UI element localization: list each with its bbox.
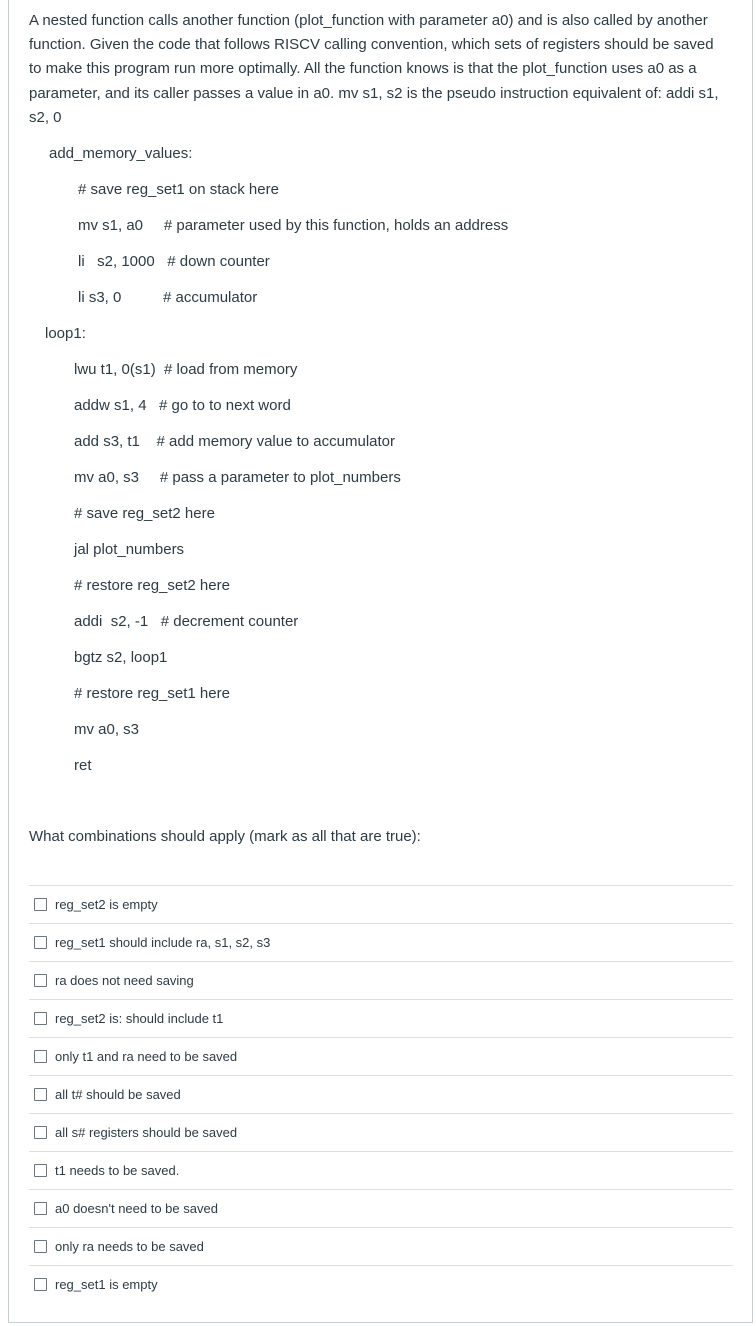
code-line: addw s1, 4 # go to to next word — [74, 397, 291, 414]
answer-label: reg_set2 is empty — [55, 897, 158, 912]
code-line: li s2, 1000 # down counter — [78, 253, 270, 270]
code-label-loop: loop1: — [45, 325, 86, 342]
code-line: # save reg_set2 here — [74, 505, 215, 522]
code-label-function: add_memory_values: — [49, 145, 193, 162]
answer-list — [29, 885, 733, 1303]
answer-label: t1 needs to be saved. — [55, 1163, 180, 1178]
answer-label: all s# registers should be saved — [55, 1125, 238, 1140]
code-line: # save reg_set1 on stack here — [78, 181, 279, 198]
answer-option[interactable] — [29, 1227, 733, 1265]
code-line: add s3, t1 # add memory value to accumulator — [74, 433, 395, 450]
checkbox[interactable] — [34, 974, 47, 987]
checkbox[interactable] — [34, 1278, 47, 1291]
checkbox[interactable] — [34, 1240, 47, 1253]
code-line: # restore reg_set1 here — [74, 685, 230, 702]
answer-label: only t1 and ra need to be saved — [55, 1049, 238, 1064]
code-line: mv s1, a0 # parameter used by this function, holds an address — [78, 217, 509, 234]
code-line: mv a0, s3 — [74, 721, 140, 738]
answer-option[interactable] — [29, 961, 733, 999]
answer-option[interactable] — [29, 1189, 733, 1227]
checkbox[interactable] — [34, 898, 47, 911]
checkbox[interactable] — [34, 1164, 47, 1177]
code-line: jal plot_numbers — [74, 541, 185, 558]
checkbox[interactable] — [34, 1202, 47, 1215]
answer-label: ra does not need saving — [55, 973, 194, 988]
answer-option[interactable] — [29, 999, 733, 1037]
answer-option[interactable] — [29, 1075, 733, 1113]
code-line: ret — [74, 757, 92, 774]
checkbox[interactable] — [34, 1088, 47, 1101]
answer-label: reg_set1 is empty — [55, 1277, 158, 1292]
answer-option[interactable] — [29, 1037, 733, 1075]
question-prompt: A nested function calls another function (plot_function with parameter a0) and is also called by another function. Given the code that follows RISCV calling convention, which sets of registers should be saved to make this program run more optimally. All the function knows is that the plot_function uses a0 as a parameter, and its caller passes a value in a0. mv s1, s2 is the pseudo instruction equivalent of: addi s1, s2, 0 — [29, 12, 719, 126]
answer-label: reg_set1 should include ra, s1, s2, s3 — [55, 935, 271, 950]
answer-label: a0 doesn't need to be saved — [55, 1201, 218, 1216]
code-line: lwu t1, 0(s1) # load from memory — [74, 361, 298, 378]
answer-option[interactable] — [29, 1151, 733, 1189]
answer-label: only ra needs to be saved — [55, 1239, 204, 1254]
answer-option[interactable] — [29, 923, 733, 961]
answer-option[interactable] — [29, 1113, 733, 1151]
answer-label: all t# should be saved — [55, 1087, 181, 1102]
code-line: bgtz s2, loop1 — [74, 649, 168, 666]
answer-label: reg_set2 is: should include t1 — [55, 1011, 224, 1026]
code-line: # restore reg_set2 here — [74, 577, 230, 594]
code-line: li s3, 0 # accumulator — [78, 289, 258, 306]
checkbox[interactable] — [34, 1012, 47, 1025]
checkbox[interactable] — [34, 1050, 47, 1063]
code-line: mv a0, s3 # pass a parameter to plot_numbers — [74, 469, 401, 486]
answer-option[interactable] — [29, 1265, 733, 1303]
checkbox[interactable] — [34, 936, 47, 949]
checkbox[interactable] — [34, 1126, 47, 1139]
answer-option[interactable] — [29, 885, 733, 923]
code-line: addi s2, -1 # decrement counter — [74, 613, 299, 630]
answer-instruction: What combinations should apply (mark as all that are true): — [29, 828, 421, 845]
